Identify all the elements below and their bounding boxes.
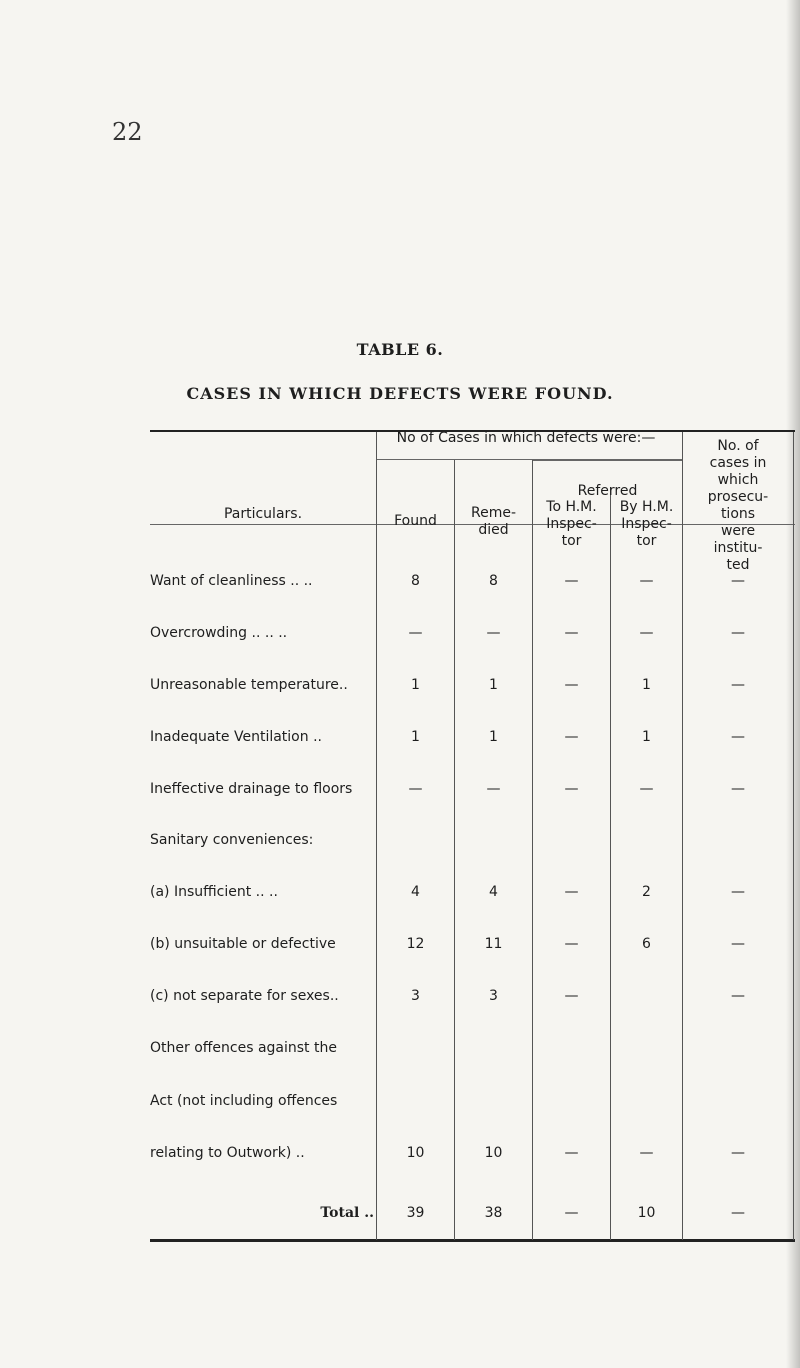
- cell-found: 1: [411, 729, 420, 745]
- table-subtitle: CASES IN WHICH DEFECTS WERE FOUND.: [186, 384, 614, 403]
- cell-by-hm: 2: [642, 884, 651, 900]
- header-referred: Referred: [577, 483, 638, 499]
- row-label: (c) not separate for sexes..: [150, 988, 339, 1004]
- total-prosecutions: —: [731, 1205, 745, 1221]
- cell-remedied: 11: [484, 936, 503, 952]
- cell-to-hm: —: [564, 729, 579, 745]
- cell-remedied: 10: [484, 1145, 503, 1161]
- cell-remedied: 8: [489, 573, 498, 589]
- row-label: Act (not including offences: [150, 1093, 338, 1109]
- cell-remedied: 4: [489, 884, 498, 900]
- divider-referred: [610, 487, 611, 1240]
- cell-to-hm: —: [564, 988, 579, 1004]
- cell-to-hm: —: [564, 936, 579, 952]
- row-label: Inadequate Ventilation ..: [150, 729, 322, 745]
- header-by-hm: By H.M. Inspec- tor: [619, 499, 674, 549]
- cell-prosecutions: —: [731, 988, 745, 1004]
- header-particulars: Particulars.: [223, 506, 303, 522]
- cell-prosecutions: —: [731, 1145, 745, 1161]
- header-to-hm: To H.M. Inspec- tor: [546, 499, 597, 549]
- cell-found: 4: [411, 884, 420, 900]
- row-label: Ineffective drainage to floors: [150, 781, 353, 797]
- total-to-hm: —: [564, 1205, 579, 1221]
- row-label: Want of cleanliness .. ..: [150, 573, 313, 589]
- cell-found: 10: [406, 1145, 425, 1161]
- cell-to-hm: —: [564, 677, 579, 693]
- cell-prosecutions: —: [731, 936, 745, 952]
- row-label: Sanitary conveniences:: [150, 832, 314, 848]
- total-found: 39: [406, 1205, 425, 1221]
- total-remedied: 38: [484, 1205, 503, 1221]
- header-remedied: Reme- died: [470, 505, 516, 538]
- cell-found: 1: [411, 677, 420, 693]
- cell-prosecutions: —: [731, 884, 745, 900]
- table-bottom-rule: [150, 1239, 795, 1242]
- cell-prosecutions: —: [731, 625, 745, 641]
- cell-found: 8: [411, 573, 420, 589]
- cell-prosecutions: —: [731, 729, 745, 745]
- divider-right: [793, 432, 794, 1240]
- cell-remedied: 3: [489, 988, 498, 1004]
- cell-to-hm: —: [564, 884, 579, 900]
- referred-rule: [532, 460, 682, 461]
- cell-to-hm: —: [564, 781, 579, 797]
- cell-remedied: 1: [489, 729, 498, 745]
- cell-prosecutions: —: [731, 573, 745, 589]
- row-label: relating to Outwork) ..: [150, 1145, 305, 1161]
- row-label: Overcrowding .. .. ..: [150, 625, 288, 641]
- cell-to-hm: —: [564, 573, 579, 589]
- row-label: Other offences against the: [150, 1040, 337, 1056]
- table-title: TABLE 6.: [356, 340, 444, 359]
- cell-remedied: —: [486, 781, 501, 797]
- header-prosecutions: No. of cases in which prosecu- tions were institu- ted: [707, 438, 769, 573]
- cell-found: 12: [406, 936, 425, 952]
- total-label: Total ..: [320, 1205, 374, 1221]
- total-by-hm: 10: [637, 1205, 656, 1221]
- cell-remedied: —: [486, 625, 501, 641]
- cell-by-hm: 6: [642, 936, 651, 952]
- cell-remedied: 1: [489, 677, 498, 693]
- row-label: (b) unsuitable or defective: [150, 936, 336, 952]
- cell-found: 3: [411, 988, 420, 1004]
- cell-by-hm: 1: [642, 677, 651, 693]
- header-found: Found: [394, 513, 437, 529]
- cell-found: —: [408, 781, 423, 797]
- cell-by-hm: —: [639, 573, 654, 589]
- page-number: 22: [112, 118, 143, 146]
- cell-by-hm: —: [639, 781, 654, 797]
- cell-found: —: [408, 625, 423, 641]
- cell-prosecutions: —: [731, 781, 745, 797]
- cell-by-hm: —: [639, 625, 654, 641]
- cell-prosecutions: —: [731, 677, 745, 693]
- header-cases-group: No of Cases in which defects were:—: [396, 430, 656, 446]
- cell-by-hm: 1: [642, 729, 651, 745]
- row-label: Unreasonable temperature..: [150, 677, 348, 693]
- cell-to-hm: —: [564, 625, 579, 641]
- row-label: (a) Insufficient .. ..: [150, 884, 278, 900]
- cell-to-hm: —: [564, 1145, 579, 1161]
- cell-by-hm: —: [639, 1145, 654, 1161]
